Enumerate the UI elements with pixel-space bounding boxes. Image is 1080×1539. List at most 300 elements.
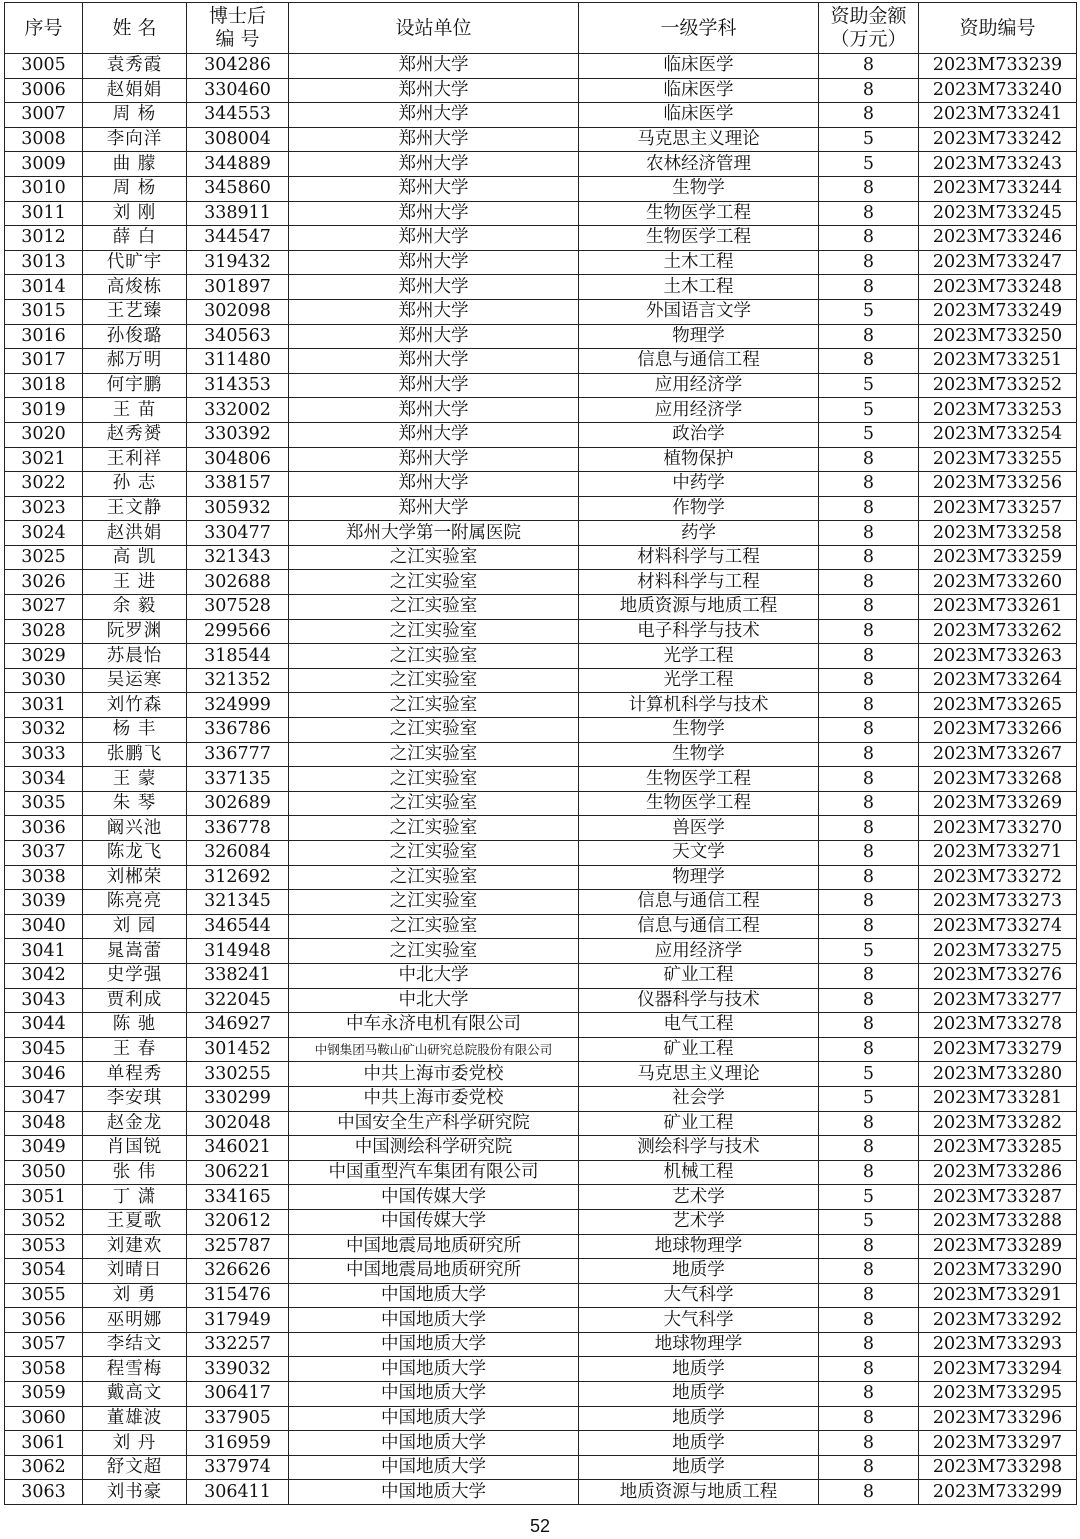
- cell-unit: 郑州大学: [289, 54, 579, 79]
- cell-postdoc-id: 302688: [187, 570, 289, 595]
- cell-name: 刘晴日: [83, 1259, 187, 1284]
- cell-unit: 之江实验室: [289, 865, 579, 890]
- cell-unit: 中国地质大学: [289, 1308, 579, 1333]
- cell-seq: 3030: [5, 668, 83, 693]
- cell-grant-id: 2023M733244: [919, 176, 1077, 201]
- table-row: [5, 127, 1077, 152]
- cell-grant-id: 2023M733243: [919, 152, 1077, 177]
- cell-name: 刘 勇: [83, 1283, 187, 1308]
- cell-postdoc-id: 318544: [187, 644, 289, 669]
- header-postdoc-id: 博士后 编 号: [187, 3, 289, 54]
- cell-grant-id: 2023M733267: [919, 742, 1077, 767]
- table-row: [5, 890, 1077, 915]
- cell-discipline: 地质资源与地质工程: [579, 595, 819, 620]
- cell-amount: 8: [819, 78, 919, 103]
- cell-postdoc-id: 337905: [187, 1406, 289, 1431]
- cell-discipline: 兽医学: [579, 816, 819, 841]
- cell-grant-id: 2023M733251: [919, 349, 1077, 374]
- cell-grant-id: 2023M733269: [919, 791, 1077, 816]
- cell-name: 赵秀赟: [83, 422, 187, 447]
- cell-seq: 3049: [5, 1136, 83, 1161]
- cell-postdoc-id: 302689: [187, 791, 289, 816]
- cell-amount: 8: [819, 791, 919, 816]
- cell-grant-id: 2023M733286: [919, 1160, 1077, 1185]
- cell-postdoc-id: 308004: [187, 127, 289, 152]
- cell-postdoc-id: 304806: [187, 447, 289, 472]
- cell-unit: 之江实验室: [289, 841, 579, 866]
- cell-seq: 3013: [5, 250, 83, 275]
- table-row: [5, 1382, 1077, 1407]
- cell-amount: 8: [819, 865, 919, 890]
- cell-unit: 郑州大学: [289, 299, 579, 324]
- cell-unit: 郑州大学: [289, 398, 579, 423]
- cell-unit: 之江实验室: [289, 890, 579, 915]
- cell-unit: 之江实验室: [289, 939, 579, 964]
- cell-unit: 郑州大学: [289, 78, 579, 103]
- cell-name: 阮罗渊: [83, 619, 187, 644]
- cell-grant-id: 2023M733256: [919, 472, 1077, 497]
- table-row: [5, 373, 1077, 398]
- cell-postdoc-id: 339032: [187, 1357, 289, 1382]
- cell-amount: 8: [819, 988, 919, 1013]
- cell-name: 刘建欢: [83, 1234, 187, 1259]
- cell-seq: 3041: [5, 939, 83, 964]
- table-row: [5, 1086, 1077, 1111]
- cell-postdoc-id: 301897: [187, 275, 289, 300]
- cell-grant-id: 2023M733275: [919, 939, 1077, 964]
- table-row: [5, 1037, 1077, 1062]
- cell-unit: 中国地震局地质研究所: [289, 1234, 579, 1259]
- cell-grant-id: 2023M733298: [919, 1455, 1077, 1480]
- cell-grant-id: 2023M733242: [919, 127, 1077, 152]
- cell-grant-id: 2023M733245: [919, 201, 1077, 226]
- cell-seq: 3028: [5, 619, 83, 644]
- cell-unit: 中国重型汽车集团有限公司: [289, 1160, 579, 1185]
- cell-discipline: 仪器科学与技术: [579, 988, 819, 1013]
- cell-grant-id: 2023M733277: [919, 988, 1077, 1013]
- table-row: [5, 1480, 1077, 1505]
- table-row: [5, 496, 1077, 521]
- cell-postdoc-id: 299566: [187, 619, 289, 644]
- cell-discipline: 土木工程: [579, 250, 819, 275]
- cell-unit: 郑州大学: [289, 349, 579, 374]
- cell-discipline: 生物学: [579, 742, 819, 767]
- cell-amount: 8: [819, 1406, 919, 1431]
- cell-discipline: 应用经济学: [579, 398, 819, 423]
- cell-amount: 5: [819, 1209, 919, 1234]
- cell-seq: 3012: [5, 226, 83, 251]
- cell-grant-id: 2023M733271: [919, 841, 1077, 866]
- cell-seq: 3035: [5, 791, 83, 816]
- table-row: [5, 54, 1077, 79]
- cell-seq: 3050: [5, 1160, 83, 1185]
- cell-name: 赵娟娟: [83, 78, 187, 103]
- cell-seq: 3044: [5, 1013, 83, 1038]
- cell-amount: 8: [819, 1357, 919, 1382]
- cell-postdoc-id: 345860: [187, 176, 289, 201]
- cell-seq: 3038: [5, 865, 83, 890]
- cell-postdoc-id: 336778: [187, 816, 289, 841]
- cell-name: 何宇鹏: [83, 373, 187, 398]
- cell-unit: 郑州大学第一附属医院: [289, 521, 579, 546]
- cell-amount: 8: [819, 595, 919, 620]
- cell-amount: 8: [819, 472, 919, 497]
- table-row: [5, 939, 1077, 964]
- cell-grant-id: 2023M733290: [919, 1259, 1077, 1284]
- page-number: 52: [529, 1516, 551, 1536]
- header-discipline: 一级学科: [579, 3, 819, 54]
- cell-grant-id: 2023M733246: [919, 226, 1077, 251]
- cell-seq: 3043: [5, 988, 83, 1013]
- table-row: [5, 570, 1077, 595]
- table-row: [5, 250, 1077, 275]
- cell-discipline: 地质学: [579, 1455, 819, 1480]
- cell-grant-id: 2023M733272: [919, 865, 1077, 890]
- cell-discipline: 材料科学与工程: [579, 570, 819, 595]
- cell-seq: 3039: [5, 890, 83, 915]
- table-row: [5, 349, 1077, 374]
- cell-name: 张鹏飞: [83, 742, 187, 767]
- cell-postdoc-id: 316959: [187, 1431, 289, 1456]
- cell-grant-id: 2023M733253: [919, 398, 1077, 423]
- cell-grant-id: 2023M733239: [919, 54, 1077, 79]
- table-row: [5, 78, 1077, 103]
- cell-name: 周 杨: [83, 103, 187, 128]
- cell-postdoc-id: 344547: [187, 226, 289, 251]
- cell-grant-id: 2023M733279: [919, 1037, 1077, 1062]
- cell-grant-id: 2023M733254: [919, 422, 1077, 447]
- cell-unit: 郑州大学: [289, 103, 579, 128]
- cell-unit: 中国地质大学: [289, 1332, 579, 1357]
- cell-name: 赵洪娟: [83, 521, 187, 546]
- cell-grant-id: 2023M733264: [919, 668, 1077, 693]
- cell-postdoc-id: 324999: [187, 693, 289, 718]
- cell-name: 郝万明: [83, 349, 187, 374]
- cell-discipline: 测绘科学与技术: [579, 1136, 819, 1161]
- cell-postdoc-id: 304286: [187, 54, 289, 79]
- cell-seq: 3022: [5, 472, 83, 497]
- cell-seq: 3045: [5, 1037, 83, 1062]
- cell-discipline: 作物学: [579, 496, 819, 521]
- cell-unit: 中钢集团马鞍山矿山研究总院股份有限公司: [289, 1037, 579, 1062]
- cell-unit: 之江实验室: [289, 914, 579, 939]
- cell-discipline: 生物医学工程: [579, 767, 819, 792]
- cell-postdoc-id: 330477: [187, 521, 289, 546]
- cell-grant-id: 2023M733291: [919, 1283, 1077, 1308]
- cell-postdoc-id: 337974: [187, 1455, 289, 1480]
- cell-grant-id: 2023M733261: [919, 595, 1077, 620]
- cell-amount: 8: [819, 963, 919, 988]
- cell-amount: 8: [819, 1160, 919, 1185]
- table-row: [5, 914, 1077, 939]
- cell-amount: 5: [819, 373, 919, 398]
- cell-discipline: 生物医学工程: [579, 226, 819, 251]
- cell-seq: 3027: [5, 595, 83, 620]
- cell-unit: 中国传媒大学: [289, 1185, 579, 1210]
- cell-grant-id: 2023M733250: [919, 324, 1077, 349]
- cell-discipline: 天文学: [579, 841, 819, 866]
- cell-seq: 3037: [5, 841, 83, 866]
- cell-unit: 之江实验室: [289, 767, 579, 792]
- cell-seq: 3023: [5, 496, 83, 521]
- cell-seq: 3019: [5, 398, 83, 423]
- cell-postdoc-id: 337135: [187, 767, 289, 792]
- cell-unit: 中北大学: [289, 963, 579, 988]
- table-row: [5, 1332, 1077, 1357]
- cell-postdoc-id: 311480: [187, 349, 289, 374]
- cell-discipline: 物理学: [579, 324, 819, 349]
- cell-seq: 3061: [5, 1431, 83, 1456]
- table-row: [5, 1013, 1077, 1038]
- cell-seq: 3026: [5, 570, 83, 595]
- cell-name: 高焌栋: [83, 275, 187, 300]
- cell-amount: 8: [819, 1283, 919, 1308]
- cell-seq: 3051: [5, 1185, 83, 1210]
- cell-unit: 中国地质大学: [289, 1357, 579, 1382]
- cell-name: 戴高文: [83, 1382, 187, 1407]
- cell-name: 史学强: [83, 963, 187, 988]
- cell-amount: 8: [819, 914, 919, 939]
- cell-grant-id: 2023M733293: [919, 1332, 1077, 1357]
- cell-discipline: 地质学: [579, 1357, 819, 1382]
- cell-postdoc-id: 344889: [187, 152, 289, 177]
- cell-grant-id: 2023M733252: [919, 373, 1077, 398]
- cell-unit: 之江实验室: [289, 619, 579, 644]
- cell-discipline: 临床医学: [579, 78, 819, 103]
- cell-grant-id: 2023M733265: [919, 693, 1077, 718]
- cell-discipline: 马克思主义理论: [579, 127, 819, 152]
- cell-seq: 3007: [5, 103, 83, 128]
- cell-unit: 中共上海市委党校: [289, 1062, 579, 1087]
- cell-name: 丁 潇: [83, 1185, 187, 1210]
- cell-seq: 3005: [5, 54, 83, 79]
- cell-grant-id: 2023M733259: [919, 545, 1077, 570]
- cell-postdoc-id: 336777: [187, 742, 289, 767]
- cell-seq: 3033: [5, 742, 83, 767]
- cell-postdoc-id: 344553: [187, 103, 289, 128]
- cell-amount: 5: [819, 1062, 919, 1087]
- table-row: [5, 841, 1077, 866]
- cell-amount: 8: [819, 1308, 919, 1333]
- cell-grant-id: 2023M733288: [919, 1209, 1077, 1234]
- table-row: [5, 865, 1077, 890]
- cell-postdoc-id: 326084: [187, 841, 289, 866]
- cell-amount: 8: [819, 1013, 919, 1038]
- cell-discipline: 矿业工程: [579, 963, 819, 988]
- cell-unit: 中国地震局地质研究所: [289, 1259, 579, 1284]
- cell-seq: 3018: [5, 373, 83, 398]
- cell-name: 刘 刚: [83, 201, 187, 226]
- cell-postdoc-id: 330299: [187, 1086, 289, 1111]
- cell-amount: 8: [819, 201, 919, 226]
- table-row: [5, 275, 1077, 300]
- cell-seq: 3058: [5, 1357, 83, 1382]
- cell-amount: 8: [819, 103, 919, 128]
- cell-unit: 郑州大学: [289, 201, 579, 226]
- cell-postdoc-id: 336786: [187, 718, 289, 743]
- cell-name: 朱 琴: [83, 791, 187, 816]
- cell-postdoc-id: 306221: [187, 1160, 289, 1185]
- cell-discipline: 信息与通信工程: [579, 890, 819, 915]
- cell-grant-id: 2023M733240: [919, 78, 1077, 103]
- cell-grant-id: 2023M733289: [919, 1234, 1077, 1259]
- cell-amount: 8: [819, 1431, 919, 1456]
- cell-discipline: 计算机科学与技术: [579, 693, 819, 718]
- cell-amount: 8: [819, 619, 919, 644]
- cell-grant-id: 2023M733285: [919, 1136, 1077, 1161]
- cell-grant-id: 2023M733268: [919, 767, 1077, 792]
- header-amount: 资助金额 （万元）: [819, 3, 919, 54]
- table-row: [5, 1259, 1077, 1284]
- cell-grant-id: 2023M733260: [919, 570, 1077, 595]
- table-row: [5, 1431, 1077, 1456]
- cell-amount: 8: [819, 1234, 919, 1259]
- cell-seq: 3047: [5, 1086, 83, 1111]
- cell-amount: 8: [819, 54, 919, 79]
- cell-grant-id: 2023M733278: [919, 1013, 1077, 1038]
- cell-amount: 8: [819, 176, 919, 201]
- cell-name: 曲 朦: [83, 152, 187, 177]
- cell-unit: 之江实验室: [289, 693, 579, 718]
- cell-grant-id: 2023M733255: [919, 447, 1077, 472]
- cell-unit: 中国地质大学: [289, 1382, 579, 1407]
- table-row: [5, 152, 1077, 177]
- cell-unit: 中国地质大学: [289, 1406, 579, 1431]
- cell-grant-id: 2023M733297: [919, 1431, 1077, 1456]
- cell-unit: 郑州大学: [289, 373, 579, 398]
- cell-unit: 之江实验室: [289, 791, 579, 816]
- cell-seq: 3031: [5, 693, 83, 718]
- cell-discipline: 大气科学: [579, 1308, 819, 1333]
- cell-postdoc-id: 332002: [187, 398, 289, 423]
- cell-discipline: 临床医学: [579, 54, 819, 79]
- cell-name: 王艺臻: [83, 299, 187, 324]
- cell-discipline: 物理学: [579, 865, 819, 890]
- cell-postdoc-id: 338157: [187, 472, 289, 497]
- cell-postdoc-id: 314948: [187, 939, 289, 964]
- cell-discipline: 社会学: [579, 1086, 819, 1111]
- table-row: [5, 619, 1077, 644]
- cell-grant-id: 2023M733258: [919, 521, 1077, 546]
- cell-unit: 郑州大学: [289, 496, 579, 521]
- table-row: [5, 422, 1077, 447]
- cell-grant-id: 2023M733281: [919, 1086, 1077, 1111]
- table-row: [5, 299, 1077, 324]
- cell-name: 董雄波: [83, 1406, 187, 1431]
- cell-discipline: 生物医学工程: [579, 791, 819, 816]
- cell-unit: 郑州大学: [289, 275, 579, 300]
- table-row: [5, 398, 1077, 423]
- cell-seq: 3024: [5, 521, 83, 546]
- cell-seq: 3015: [5, 299, 83, 324]
- table-row: [5, 521, 1077, 546]
- cell-unit: 之江实验室: [289, 570, 579, 595]
- cell-amount: 8: [819, 226, 919, 251]
- cell-name: 李安琪: [83, 1086, 187, 1111]
- cell-amount: 8: [819, 1136, 919, 1161]
- cell-unit: 郑州大学: [289, 152, 579, 177]
- cell-amount: 8: [819, 496, 919, 521]
- cell-seq: 3063: [5, 1480, 83, 1505]
- cell-name: 王 苗: [83, 398, 187, 423]
- cell-name: 刘郴荣: [83, 865, 187, 890]
- table-row: [5, 1357, 1077, 1382]
- cell-unit: 郑州大学: [289, 472, 579, 497]
- cell-discipline: 艺术学: [579, 1185, 819, 1210]
- cell-amount: 5: [819, 127, 919, 152]
- table-row: [5, 1111, 1077, 1136]
- cell-unit: 之江实验室: [289, 718, 579, 743]
- table-row: [5, 595, 1077, 620]
- cell-unit: 郑州大学: [289, 127, 579, 152]
- cell-unit: 郑州大学: [289, 226, 579, 251]
- table-row: [5, 718, 1077, 743]
- cell-seq: 3008: [5, 127, 83, 152]
- cell-name: 王 春: [83, 1037, 187, 1062]
- cell-amount: 8: [819, 447, 919, 472]
- cell-seq: 3034: [5, 767, 83, 792]
- cell-seq: 3057: [5, 1332, 83, 1357]
- cell-amount: 8: [819, 545, 919, 570]
- cell-amount: 8: [819, 349, 919, 374]
- cell-discipline: 光学工程: [579, 668, 819, 693]
- cell-grant-id: 2023M733273: [919, 890, 1077, 915]
- cell-discipline: 机械工程: [579, 1160, 819, 1185]
- cell-postdoc-id: 317949: [187, 1308, 289, 1333]
- cell-postdoc-id: 330460: [187, 78, 289, 103]
- cell-amount: 8: [819, 250, 919, 275]
- cell-postdoc-id: 346021: [187, 1136, 289, 1161]
- cell-postdoc-id: 301452: [187, 1037, 289, 1062]
- cell-postdoc-id: 346544: [187, 914, 289, 939]
- cell-unit: 郑州大学: [289, 447, 579, 472]
- cell-seq: 3025: [5, 545, 83, 570]
- cell-postdoc-id: 307528: [187, 595, 289, 620]
- funding-list-table: [4, 2, 1077, 1505]
- cell-name: 巫明娜: [83, 1308, 187, 1333]
- cell-unit: 之江实验室: [289, 816, 579, 841]
- cell-postdoc-id: 322045: [187, 988, 289, 1013]
- cell-seq: 3062: [5, 1455, 83, 1480]
- cell-amount: 8: [819, 1480, 919, 1505]
- cell-amount: 8: [819, 521, 919, 546]
- cell-discipline: 地质学: [579, 1259, 819, 1284]
- cell-unit: 郑州大学: [289, 324, 579, 349]
- cell-discipline: 地质学: [579, 1431, 819, 1456]
- cell-postdoc-id: 302048: [187, 1111, 289, 1136]
- cell-unit: 之江实验室: [289, 545, 579, 570]
- table-row: [5, 1455, 1077, 1480]
- cell-name: 李结文: [83, 1332, 187, 1357]
- table-row: [5, 447, 1077, 472]
- cell-discipline: 植物保护: [579, 447, 819, 472]
- cell-amount: 5: [819, 422, 919, 447]
- table-row: [5, 791, 1077, 816]
- cell-grant-id: 2023M733241: [919, 103, 1077, 128]
- cell-discipline: 信息与通信工程: [579, 349, 819, 374]
- cell-postdoc-id: 314353: [187, 373, 289, 398]
- cell-seq: 3006: [5, 78, 83, 103]
- table-row: [5, 472, 1077, 497]
- cell-amount: 8: [819, 693, 919, 718]
- cell-postdoc-id: 330255: [187, 1062, 289, 1087]
- table-row: [5, 545, 1077, 570]
- cell-seq: 3014: [5, 275, 83, 300]
- cell-name: 张 伟: [83, 1160, 187, 1185]
- cell-discipline: 临床医学: [579, 103, 819, 128]
- cell-discipline: 地质资源与地质工程: [579, 1480, 819, 1505]
- cell-amount: 8: [819, 718, 919, 743]
